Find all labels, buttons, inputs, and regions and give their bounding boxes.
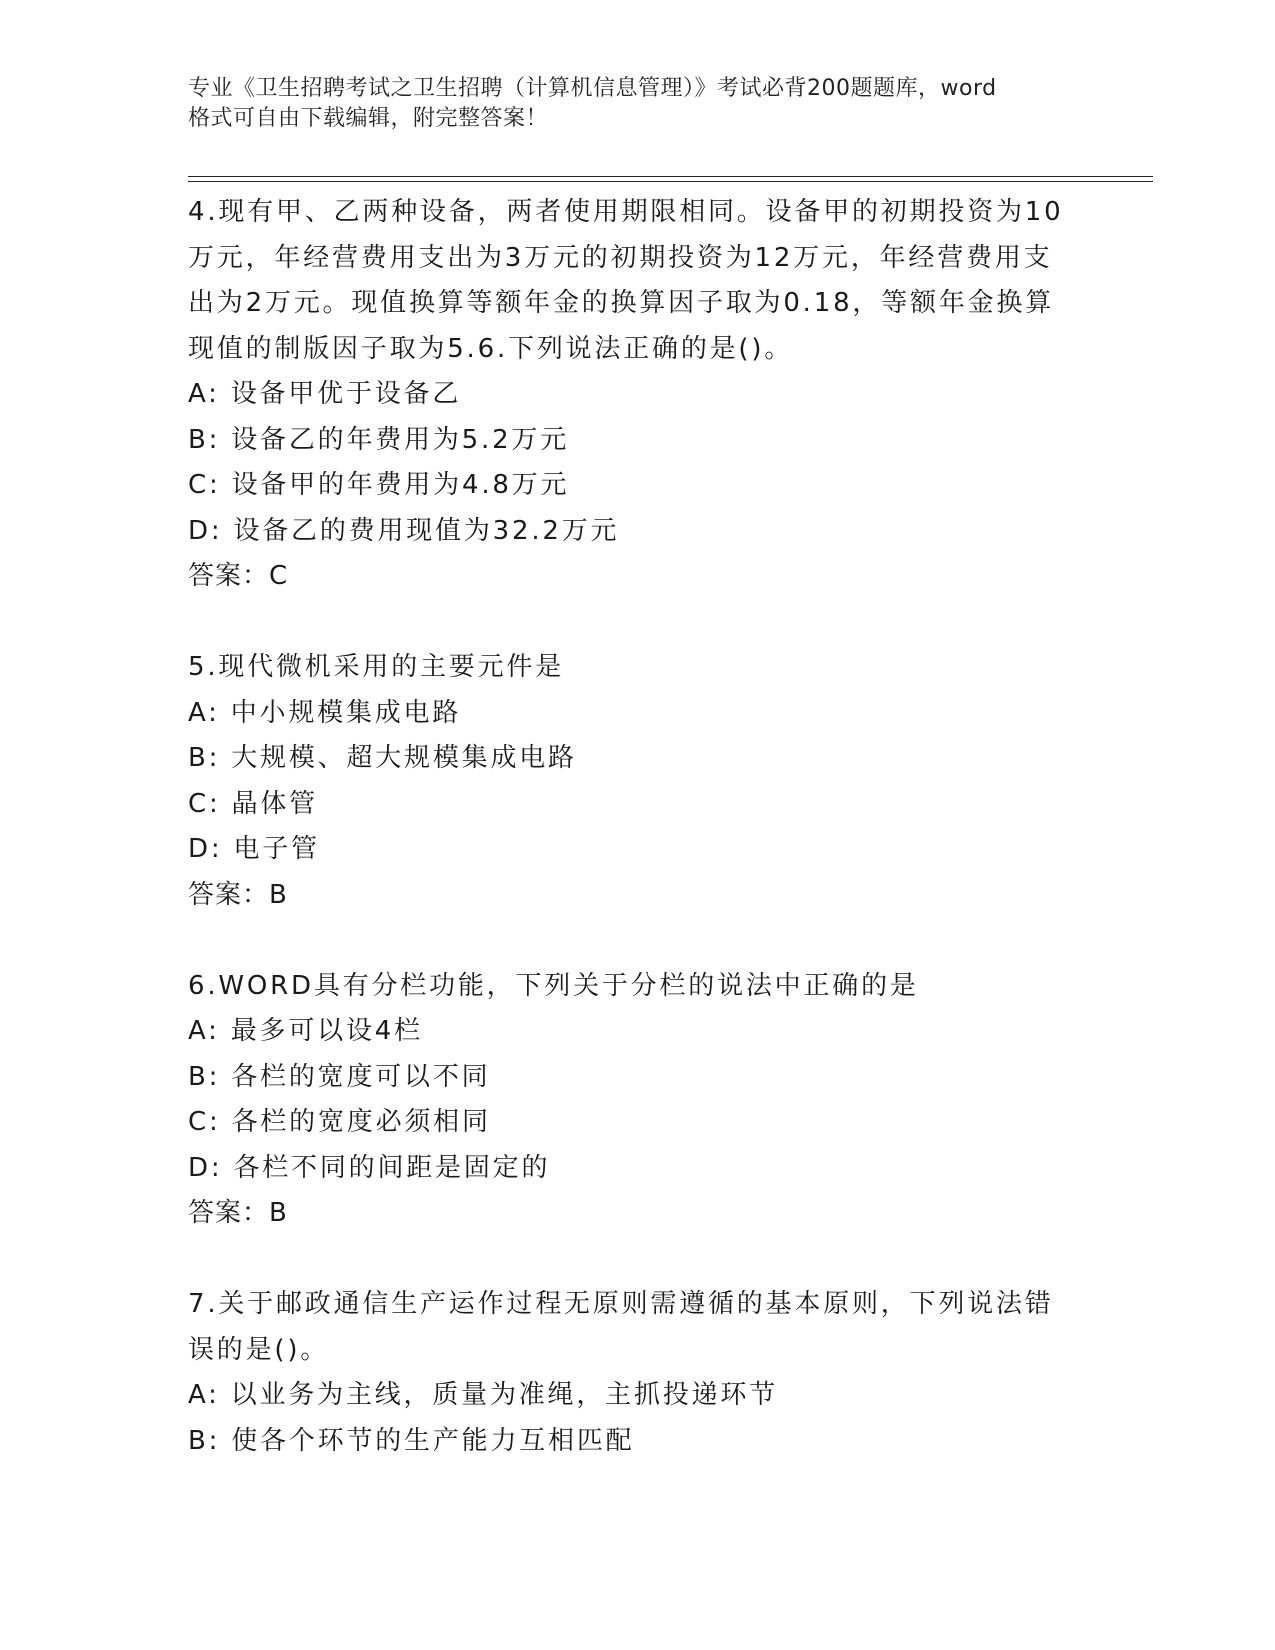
option-b: B: 设备乙的年费用为5.2万元	[188, 424, 570, 455]
question-block	[188, 190, 1088, 600]
option-d: D: 电子管	[188, 834, 320, 864]
option-a: A: 以业务为主线，质量为准绳，主抓投递环节	[188, 1380, 778, 1410]
question-text-line: 6.WORD具有分栏功能，下列关于分栏的说法中正确的是	[188, 970, 919, 1001]
option-d: D: 各栏不同的间距是固定的	[188, 1152, 551, 1183]
question-block	[188, 645, 1088, 918]
question-spacer	[188, 1237, 1088, 1283]
answer-line: 答案：C	[188, 561, 289, 591]
option-b: B: 各栏的宽度可以不同	[188, 1061, 491, 1092]
option-b: B: 大规模、超大规模集成电路	[188, 743, 577, 773]
question-text-line: 出为2万元。现值换算等额年金的换算因子取为0.18，等额年金换算	[188, 288, 1055, 318]
option-c: C: 各栏的宽度必须相同	[188, 1107, 491, 1137]
option-c: C: 晶体管	[188, 788, 318, 819]
answer-line: 答案：B	[188, 879, 288, 910]
option-b: B: 使各个环节的生产能力互相匹配	[188, 1425, 635, 1456]
header-line-2: 格式可自由下载编辑，附完整答案！	[188, 106, 549, 131]
question-text-line: 4.现有甲、乙两种设备，两者使用期限相同。设备甲的初期投资为10	[188, 197, 1064, 227]
question-spacer	[188, 918, 1088, 964]
header-divider-top	[188, 176, 1153, 177]
option-a: A: 设备甲优于设备乙	[188, 379, 462, 409]
question-text-line: 7.关于邮政通信生产运作过程无原则需遵循的基本原则，下列说法错	[188, 1289, 1054, 1319]
question-block	[188, 964, 1088, 1237]
answer-line: 答案：B	[188, 1198, 288, 1228]
question-text-line: 万元，年经营费用支出为3万元的初期投资为12万元，年经营费用支	[188, 242, 1053, 273]
question-text-line: 5.现代微机采用的主要元件是	[188, 652, 565, 682]
option-c: C: 设备甲的年费用为4.8万元	[188, 470, 570, 500]
question-text-line: 误的是()。	[188, 1334, 330, 1365]
question-list	[188, 190, 1088, 1464]
question-spacer	[188, 600, 1088, 646]
header-divider-bottom	[188, 181, 1153, 182]
option-a: A: 最多可以设4栏	[188, 1016, 423, 1046]
question-text-line: 现值的制版因子取为5.6.下列说法正确的是()。	[188, 333, 794, 364]
option-a: A: 中小规模集成电路	[188, 697, 462, 728]
header-line-1: 专业《卫生招聘考试之卫生招聘（计算机信息管理）》考试必背200题题库，word	[188, 76, 997, 101]
question-block	[188, 1282, 1088, 1464]
option-d: D: 设备乙的费用现值为32.2万元	[188, 515, 620, 546]
document-header	[188, 74, 1088, 134]
